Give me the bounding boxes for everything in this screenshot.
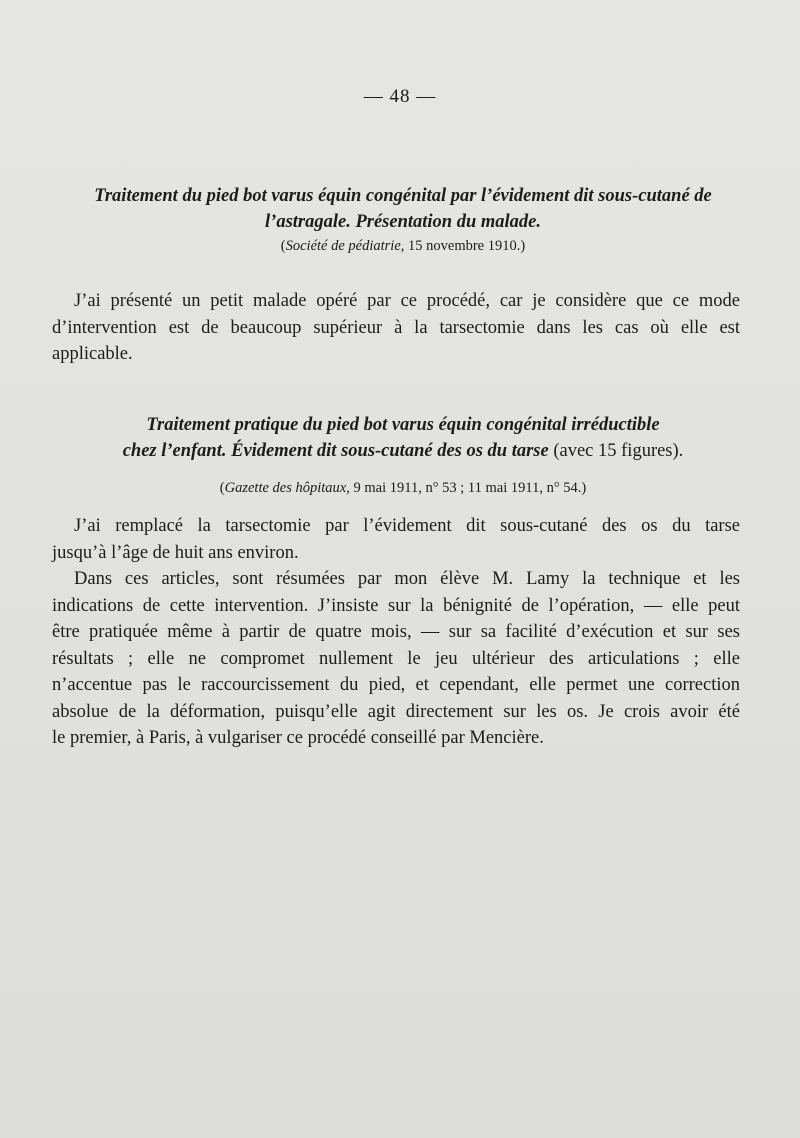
- section2-p2-line-2: indications de cette intervention. J’insiste sur la bénignité de l’opération, — elle peut: [52, 595, 740, 616]
- section2-citation-dates: 9 mai 1911, n° 53 ; 11 mai 1911, n° 54.: [349, 480, 582, 496]
- section2-p2-line-3: être pratiquée même à partir de quatre mois, — sur sa facilité d’exécution et sur ses: [52, 622, 740, 642]
- section2-p1-line-1: J’ai remplacé la tarsectomie par l’évidement dit sous-cutané des os du tarse: [74, 516, 740, 536]
- section1-line-3: applicable.: [52, 344, 133, 364]
- section2-title-line2-figures: (avec 15 figures).: [548, 441, 684, 461]
- section1-citation: (Société de pédiatrie, 15 novembre 1910.): [280, 238, 526, 254]
- section1-title: [58, 183, 748, 235]
- section2-p2-line-7: le premier, à Paris, à vulgariser ce procédé conseillé par Mencière.: [52, 728, 544, 748]
- section1-paragraph: [52, 288, 740, 368]
- section2-title-line2-italic: chez l’enfant. Évidement dit sous-cutané des os du tarse: [122, 441, 549, 461]
- section1-line-1: J’ai présenté un petit malade opéré par ce procédé, car je considère que ce mode: [74, 291, 740, 311]
- section2-p2-line-1: Dans ces articles, sont résumées par mon élève M. Lamy la technique et les: [74, 569, 740, 589]
- section2-paragraph-2: [52, 566, 740, 752]
- section2-citation: (Gazette des hôpitaux, 9 mai 1911, n° 53 ; 11 mai 1911, n° 54.): [219, 480, 587, 496]
- section2-p1-line-2: jusqu’à l’âge de huit ans environ.: [52, 542, 299, 563]
- section2-title: [58, 412, 748, 464]
- section1-citation-date: 15 novembre 1910.: [404, 238, 521, 254]
- section2-p2-line-5: n’accentue pas le raccourcissement du pied, et cependant, elle permet une correction: [52, 675, 740, 695]
- section1-citation-source: Société de pédiatrie,: [285, 238, 405, 254]
- section1-title-line1: Traitement du pied bot varus équin congénital par l’évidement dit sous-cutané de: [94, 186, 712, 206]
- section2-title-line1: Traitement pratique du pied bot varus équin congénital irréductible: [146, 415, 660, 435]
- section2-paragraph-1: [52, 513, 740, 566]
- section2-p2-line-4: résultats ; elle ne compromet nullement le jeu ultérieur des articulations ; elle: [52, 648, 740, 669]
- section1-line-2: d’intervention est de beaucoup supérieur à la tarsectomie dans les cas où elle est: [52, 317, 740, 338]
- section2-citation-source: Gazette des hôpitaux,: [224, 480, 350, 496]
- section2-title-line2: [58, 438, 748, 464]
- section1-title-line2: l’astragale. Présentation du malade.: [265, 212, 541, 232]
- section2-p2-line-6: absolue de la déformation, puisqu’elle agit directement sur les os. Je crois avoir été: [52, 701, 740, 722]
- page-number: — 48 —: [363, 86, 437, 107]
